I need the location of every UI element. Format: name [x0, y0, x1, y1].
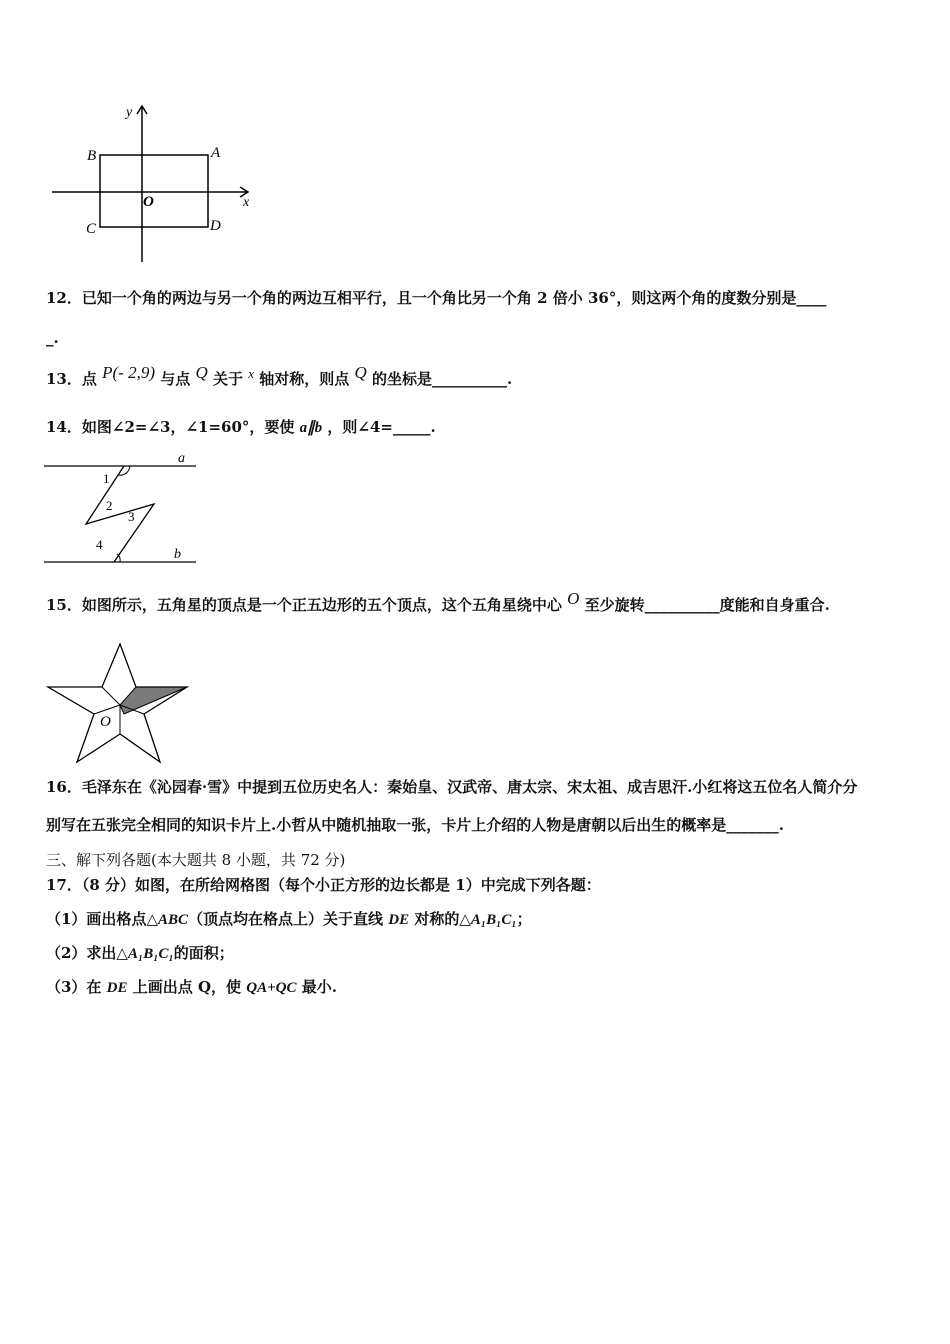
question-17-part-2 — [46, 943, 234, 964]
q17-p1-end: ； — [516, 910, 532, 928]
q13-axis-x: x — [248, 366, 255, 381]
question-17-part-1 — [46, 909, 532, 930]
q17-p1-de: DE — [388, 912, 410, 928]
label-y: y — [126, 105, 133, 120]
q13-point-q: Q — [195, 363, 208, 382]
question-16-line-2: 别写在五张完全相同的知识卡片上.小哲从中随机抽取一张，卡片上介绍的人物是唐朝以后出生的概率是_______. — [46, 816, 784, 834]
q13-text-a: 13．点 — [46, 370, 97, 388]
q15-text-b: 至少旋转__________度能和自身重合. — [584, 596, 830, 614]
question-15 — [46, 589, 830, 615]
q14-text-b: ，则∠4=_____. — [327, 418, 436, 436]
question-13 — [46, 363, 513, 390]
q13-text-d: 轴对称，则点 — [259, 370, 350, 388]
q17-p3-a: （3）在 — [46, 978, 102, 996]
rectangle-abcd — [100, 155, 208, 227]
question-17-head: 17．（8 分）如图，在所给网格图（每个小正方形的边长都是 1）中完成下列各题： — [46, 876, 601, 894]
label-line-b: b — [174, 547, 181, 562]
q14-text-a: 14．如图∠2=∠3，∠1=60°，要使 — [46, 418, 295, 436]
label-o: O — [143, 194, 154, 210]
question-14 — [46, 417, 436, 438]
inner-line-3 — [94, 705, 120, 714]
q15-text-a: 15．如图所示，五角星的顶点是一个正五边形的五个顶点，这个五角星绕中心 — [46, 596, 562, 614]
label-angle-4: 4 — [96, 537, 103, 552]
q17-p3-b: 上画出点 Q，使 — [132, 978, 242, 996]
inner-line-1 — [102, 687, 120, 705]
q17-p1-c: 对称的△ — [414, 910, 471, 928]
q17-p3-expr: QA+QC — [246, 980, 297, 996]
q17-p2-a: （2）求出△ — [46, 944, 128, 962]
angle-1-arc — [118, 466, 130, 475]
q13-point-q2: Q — [354, 363, 367, 382]
question-16-line-1: 16．毛泽东在《沁园春·雪》中提到五位历史名人：秦始皇、汉武帝、唐太宗、宋太祖、成吉思汗.小红将这五位名人简介分 — [46, 778, 858, 796]
q17-p1-b: （顶点均在格点上）关于直线 — [188, 910, 384, 928]
q17-p1-abc: ABC — [157, 912, 188, 928]
q13-point-p: P(- 2,9) — [102, 363, 155, 382]
shaded-region — [120, 687, 187, 714]
parallel-lines-figure — [40, 448, 210, 570]
pentagram-figure — [40, 638, 200, 768]
label-d: D — [210, 218, 221, 234]
q17-p2-b: 的面积； — [173, 944, 234, 962]
label-angle-1: 1 — [103, 471, 110, 486]
q17-p3-de: DE — [106, 980, 128, 996]
q17-p3-c: 最小. — [301, 978, 337, 996]
q17-p1-a: （1）画出格点△ — [46, 910, 158, 928]
question-12: 12．已知一个角的两边与另一个角的两边互相平行，且一个角比另一个角 2 倍小 36°，则这两个角的度数分别是____ — [46, 289, 827, 307]
q15-center-o: O — [567, 589, 580, 608]
q17-p1-result: A₁B₁C₁ — [470, 912, 517, 928]
label-c: C — [86, 221, 97, 237]
q17-p2-result: A₁B₁C₁ — [127, 946, 174, 962]
label-angle-3: 3 — [128, 509, 135, 524]
label-angle-2: 2 — [106, 498, 113, 513]
question-17-part-3 — [46, 977, 337, 998]
question-12-tail: _. — [46, 329, 59, 347]
q14-parallel: a∥b — [299, 420, 323, 436]
q13-text-e: 的坐标是__________. — [372, 370, 513, 388]
label-b: B — [87, 148, 97, 164]
q13-text-c: 关于 — [212, 370, 243, 388]
label-line-a: a — [178, 451, 185, 466]
label-center-o: O — [100, 714, 111, 730]
label-x: x — [243, 195, 250, 210]
label-a: A — [211, 145, 221, 161]
q13-text-b: 与点 — [160, 370, 191, 388]
rectangle-axes-figure — [44, 100, 264, 268]
section-3-heading: 三、解下列各题(本大题共 8 小题，共 72 分) — [46, 851, 346, 869]
